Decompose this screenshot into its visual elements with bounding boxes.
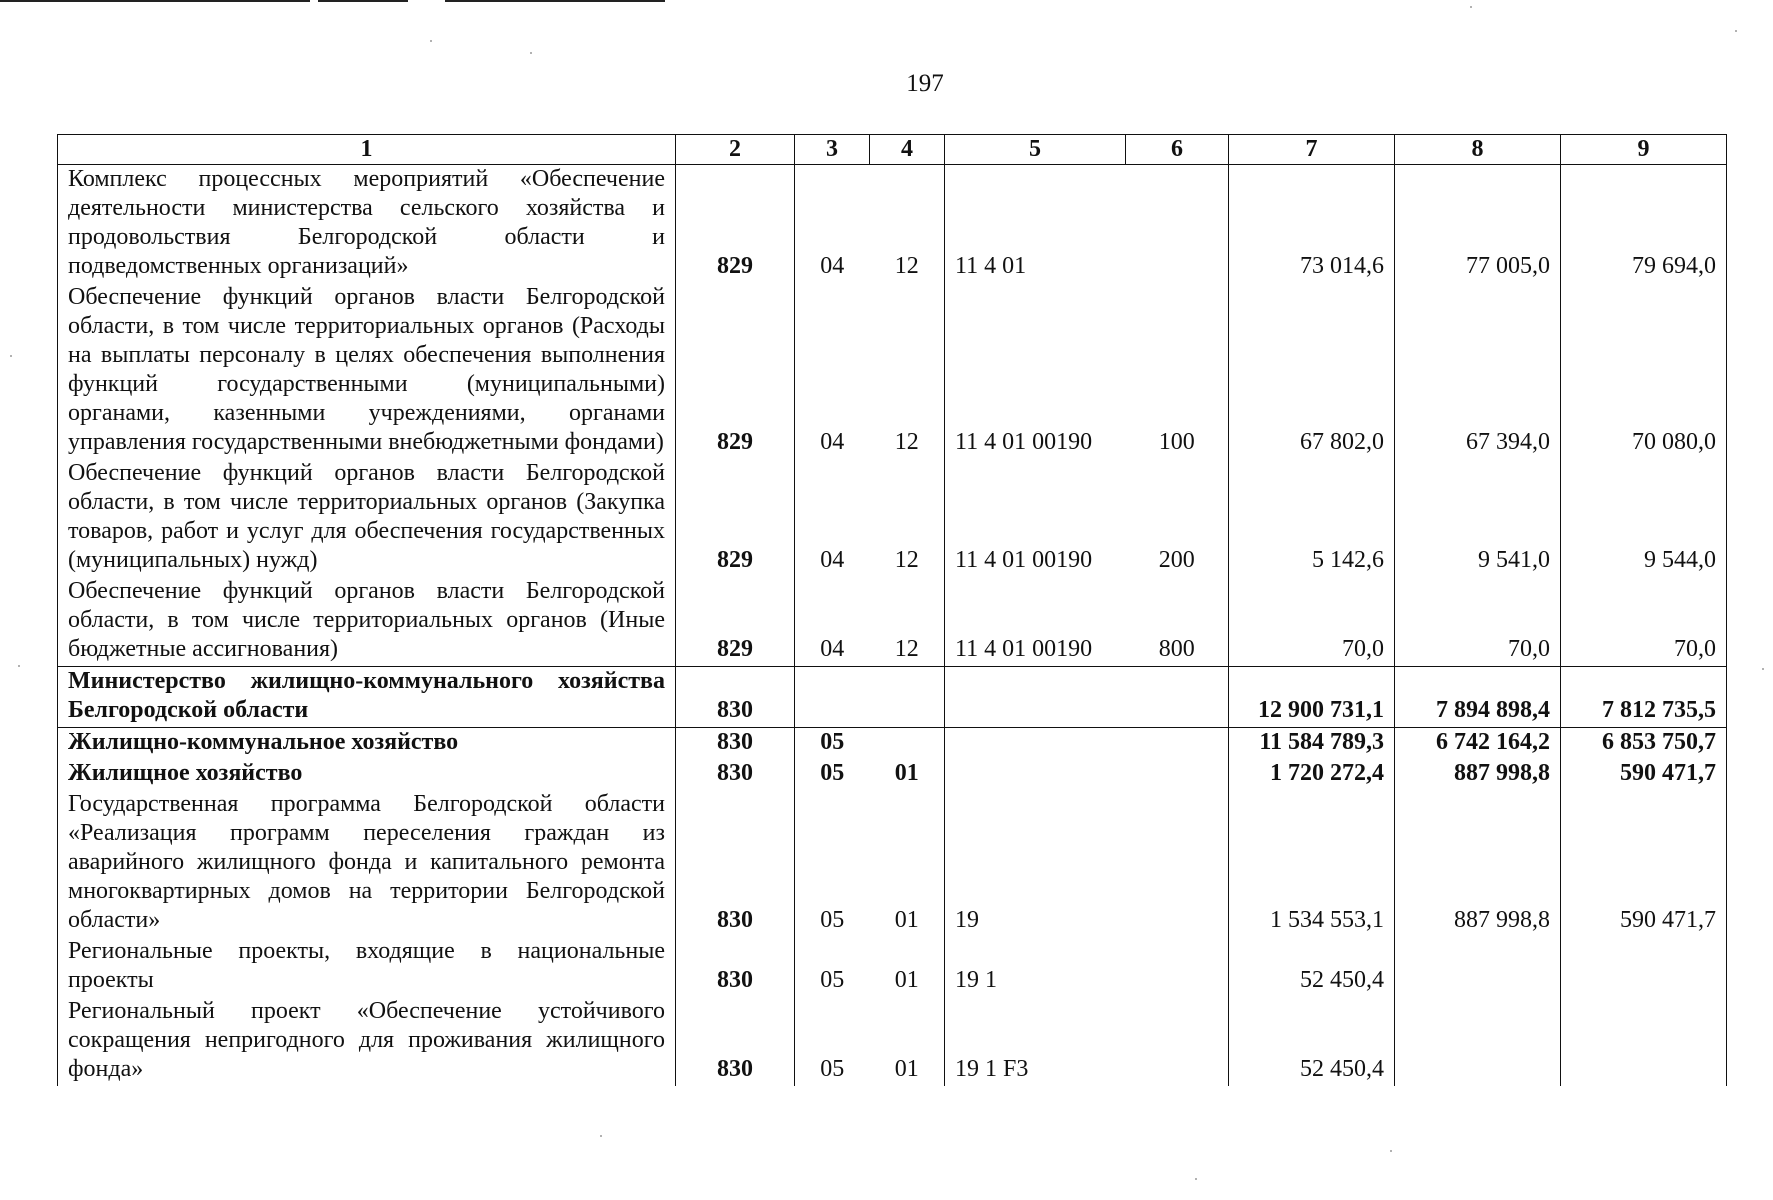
target-item-code: 11 4 01 <box>945 165 1126 284</box>
expense-type-code <box>1126 937 1229 997</box>
top-rule <box>445 0 665 2</box>
amount-year-3: 590 471,7 <box>1561 790 1727 937</box>
row-description: Государственная программа Белгородской области «Реализация программ переселения граждан из аварийного жилищного фонда и капитального ремонта многоквартирных домов на территории Белгородской области» <box>58 790 676 937</box>
table-row-section-total <box>58 728 1727 760</box>
scan-speck <box>600 1135 602 1137</box>
ministry-code: 829 <box>676 577 795 667</box>
amount-year-1: 70,0 <box>1229 577 1395 667</box>
target-item-code: 11 4 01 00190 <box>945 283 1126 459</box>
scan-speck <box>1195 1178 1197 1180</box>
table-row-subsection-total <box>58 759 1727 790</box>
table-row <box>58 937 1727 997</box>
amount-year-2: 7 894 898,4 <box>1395 667 1561 728</box>
amount-year-2: 70,0 <box>1395 577 1561 667</box>
expense-type-code: 200 <box>1126 459 1229 577</box>
amount-year-2 <box>1395 937 1561 997</box>
section-code: 04 <box>795 577 870 667</box>
row-description: Региональные проекты, входящие в национальные проекты <box>58 937 676 997</box>
row-description: Обеспечение функций органов власти Белгородской области, в том числе территориальных органов (Иные бюджетные ассигнования) <box>58 577 676 667</box>
column-header: 6 <box>1126 135 1229 165</box>
column-header: 7 <box>1229 135 1395 165</box>
expense-type-code <box>1126 790 1229 937</box>
expense-type-code <box>1126 997 1229 1086</box>
ministry-code: 830 <box>676 937 795 997</box>
table-row <box>58 790 1727 937</box>
amount-year-1: 52 450,4 <box>1229 937 1395 997</box>
amount-year-3: 7 812 735,5 <box>1561 667 1727 728</box>
column-header: 8 <box>1395 135 1561 165</box>
ministry-code: 830 <box>676 790 795 937</box>
amount-year-1: 12 900 731,1 <box>1229 667 1395 728</box>
expense-type-code <box>1126 759 1229 790</box>
table-row-ministry-total <box>58 667 1727 728</box>
row-description: Региональный проект «Обеспечение устойчивого сокращения непригодного для проживания жилищного фонда» <box>58 997 676 1086</box>
top-rule <box>0 0 310 2</box>
column-header: 1 <box>58 135 676 165</box>
scan-speck <box>1390 1150 1392 1152</box>
ministry-code: 830 <box>676 728 795 760</box>
scan-speck <box>1470 6 1472 8</box>
target-item-code: 19 <box>945 790 1126 937</box>
section-code <box>795 667 870 728</box>
amount-year-3: 79 694,0 <box>1561 165 1727 284</box>
subsection-code: 12 <box>870 283 945 459</box>
budget-table <box>57 134 1727 1086</box>
amount-year-1: 52 450,4 <box>1229 997 1395 1086</box>
amount-year-3: 6 853 750,7 <box>1561 728 1727 760</box>
amount-year-2: 77 005,0 <box>1395 165 1561 284</box>
amount-year-1: 5 142,6 <box>1229 459 1395 577</box>
subsection-code <box>870 728 945 760</box>
amount-year-2: 887 998,8 <box>1395 759 1561 790</box>
amount-year-1: 67 802,0 <box>1229 283 1395 459</box>
amount-year-1: 1 534 553,1 <box>1229 790 1395 937</box>
table-header-row <box>58 135 1727 165</box>
subsection-code: 01 <box>870 997 945 1086</box>
scan-speck <box>430 40 432 42</box>
subsection-code: 12 <box>870 459 945 577</box>
top-rule <box>318 0 408 2</box>
section-code: 05 <box>795 728 870 760</box>
scan-speck <box>530 52 532 54</box>
section-code: 05 <box>795 790 870 937</box>
amount-year-3: 70,0 <box>1561 577 1727 667</box>
section-code: 04 <box>795 283 870 459</box>
scan-speck <box>18 665 20 667</box>
expense-type-code: 800 <box>1126 577 1229 667</box>
amount-year-2: 887 998,8 <box>1395 790 1561 937</box>
subsection-code <box>870 667 945 728</box>
amount-year-3 <box>1561 937 1727 997</box>
column-header: 4 <box>870 135 945 165</box>
column-header: 2 <box>676 135 795 165</box>
table-row <box>58 459 1727 577</box>
amount-year-1: 73 014,6 <box>1229 165 1395 284</box>
amount-year-1: 11 584 789,3 <box>1229 728 1395 760</box>
target-item-code: 11 4 01 00190 <box>945 577 1126 667</box>
target-item-code: 11 4 01 00190 <box>945 459 1126 577</box>
scan-speck <box>10 355 12 357</box>
expense-type-code <box>1126 165 1229 284</box>
amount-year-2: 6 742 164,2 <box>1395 728 1561 760</box>
ministry-code: 830 <box>676 759 795 790</box>
column-header: 9 <box>1561 135 1727 165</box>
table-row <box>58 165 1727 284</box>
column-header: 5 <box>945 135 1126 165</box>
amount-year-3: 590 471,7 <box>1561 759 1727 790</box>
ministry-code: 829 <box>676 165 795 284</box>
row-description: Жилищно-коммунальное хозяйство <box>58 728 676 760</box>
ministry-code: 830 <box>676 997 795 1086</box>
subsection-code: 12 <box>870 577 945 667</box>
subsection-code: 01 <box>870 937 945 997</box>
amount-year-3: 70 080,0 <box>1561 283 1727 459</box>
amount-year-2: 67 394,0 <box>1395 283 1561 459</box>
table-row <box>58 577 1727 667</box>
target-item-code <box>945 759 1126 790</box>
section-code: 04 <box>795 165 870 284</box>
column-header: 3 <box>795 135 870 165</box>
section-code: 05 <box>795 937 870 997</box>
subsection-code: 01 <box>870 759 945 790</box>
table-row <box>58 283 1727 459</box>
section-code: 05 <box>795 759 870 790</box>
subsection-code: 01 <box>870 790 945 937</box>
section-code: 05 <box>795 997 870 1086</box>
amount-year-2 <box>1395 997 1561 1086</box>
target-item-code <box>945 728 1126 760</box>
subsection-code: 12 <box>870 165 945 284</box>
target-item-code: 19 1 <box>945 937 1126 997</box>
scan-speck <box>1762 668 1764 670</box>
scan-speck <box>1735 30 1737 32</box>
row-description: Обеспечение функций органов власти Белгородской области, в том числе территориальных органов (Закупка товаров, работ и услуг для обеспечения государственных (муниципальных) нужд) <box>58 459 676 577</box>
expense-type-code: 100 <box>1126 283 1229 459</box>
target-item-code <box>945 667 1126 728</box>
row-description: Министерство жилищно-коммунального хозяйства Белгородской области <box>58 667 676 728</box>
section-code: 04 <box>795 459 870 577</box>
amount-year-2: 9 541,0 <box>1395 459 1561 577</box>
amount-year-1: 1 720 272,4 <box>1229 759 1395 790</box>
page-number: 197 <box>906 70 944 97</box>
row-description: Обеспечение функций органов власти Белгородской области, в том числе территориальных органов (Расходы на выплаты персоналу в целях обеспечения выполнения функций государственными (муниципальными) органами, казенными учреждениями, органами управления государственными внебюджетными фондами) <box>58 283 676 459</box>
ministry-code: 829 <box>676 459 795 577</box>
row-description: Жилищное хозяйство <box>58 759 676 790</box>
table-row <box>58 997 1727 1086</box>
amount-year-3 <box>1561 997 1727 1086</box>
expense-type-code <box>1126 728 1229 760</box>
ministry-code: 829 <box>676 283 795 459</box>
amount-year-3: 9 544,0 <box>1561 459 1727 577</box>
row-description: Комплекс процессных мероприятий «Обеспечение деятельности министерства сельского хозяйства и продовольствия Белгородской области и подведомственных организаций» <box>58 165 676 284</box>
ministry-code: 830 <box>676 667 795 728</box>
expense-type-code <box>1126 667 1229 728</box>
target-item-code: 19 1 F3 <box>945 997 1126 1086</box>
